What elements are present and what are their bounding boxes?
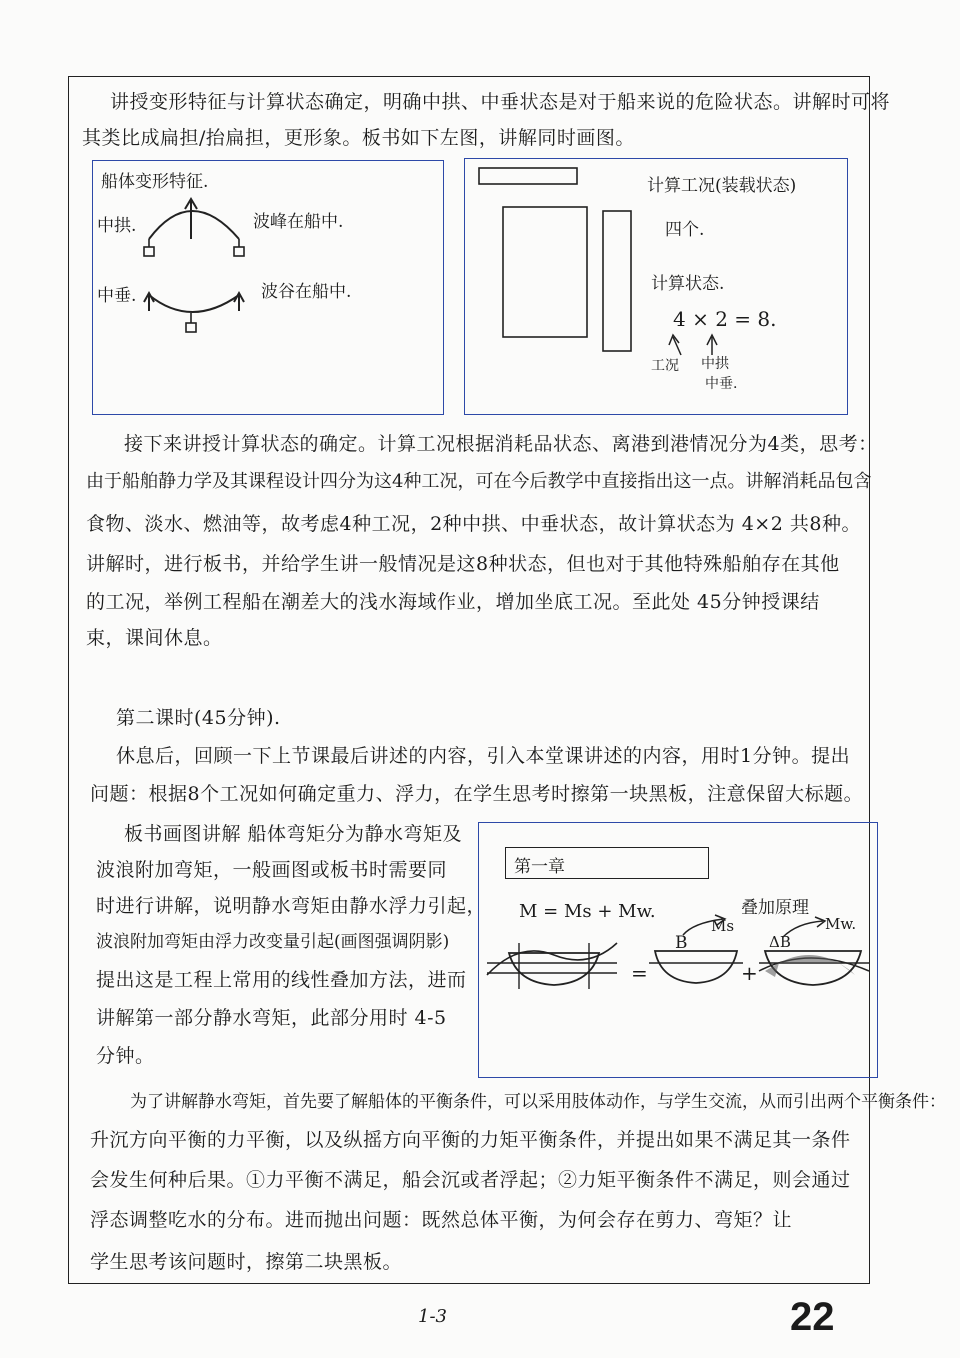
sagging-note: 波谷在船中. — [261, 282, 352, 302]
label-b: B — [675, 933, 688, 953]
para4-line-2: 升沉方向平衡的力平衡，以及纵摇方向平衡的力矩平衡条件，并提出如果不满足其一条件 — [90, 1129, 851, 1151]
arrow-label-sagging: 中垂. — [705, 376, 738, 392]
para2-line-3: 食物、淡水、燃油等，故考虑4种工况，2种中拱、中垂状态，故计算状态为 4×2 共8种。 — [86, 513, 861, 535]
para2-line-4: 讲解时，进行板书，并给学生讲一般情况是这8种状态，但也对于其他特殊船舶存在其他 — [86, 553, 840, 575]
diagram-calc-state — [464, 158, 848, 415]
para4-line-1: 为了讲解静水弯矩，首先要了解船体的平衡条件，可以采用肢体动作，与学生交流，从而引出两个平衡条件： — [130, 1092, 946, 1112]
calc-condition-title: 计算工况(装载状态) — [647, 176, 797, 196]
para4-line-3: 会发生何种后果。①力平衡不满足，船会沉或者浮起；②力矩平衡条件不满足，则会通过 — [90, 1169, 851, 1191]
bending-moment-sketch — [479, 823, 879, 1079]
para3-line-3: 时进行讲解，说明静水弯矩由静水浮力引起， — [96, 895, 487, 917]
arrow-label-condition: 工况 — [651, 358, 679, 374]
para4-line-5: 学生思考该问题时，擦第二块黑板。 — [90, 1251, 403, 1273]
calc-formula: 4 × 2 = 8. — [673, 307, 777, 331]
page-number: 22 — [790, 1295, 835, 1339]
diagram-deformation — [92, 160, 444, 415]
para2-line-6: 束，课间休息。 — [86, 627, 223, 649]
superposition-label: 叠加原理 — [741, 898, 809, 918]
section2-heading: 第二课时(45分钟). — [116, 707, 281, 729]
label-ms: Ms — [711, 917, 735, 935]
moment-equation: M = Ms + Mw. — [519, 901, 656, 922]
para2-line-1: 接下来讲授计算状态的确定。计算工况根据消耗品状态、离港到港情况分为4类，思考： — [124, 433, 878, 455]
deformation-title: 船体变形特征. — [101, 172, 209, 192]
sagging-label: 中垂. — [97, 286, 137, 306]
calc-condition-count: 四个. — [665, 220, 705, 240]
intro-line-1: 讲授变形特征与计算状态确定，明确中拱、中垂状态是对于船来说的危险状态。讲解时可将 — [110, 91, 891, 113]
intro-line-2: 其类比成扁担/抬扁担，更形象。板书如下左图，讲解同时画图。 — [82, 127, 635, 149]
hogging-label: 中拱. — [97, 216, 137, 236]
label-delta-b: ΔB — [769, 933, 791, 951]
hogging-note: 波峰在船中. — [253, 212, 344, 232]
para3-line-1: 板书画图讲解 船体弯矩分为静水弯矩及 — [124, 823, 463, 845]
para4-line-4: 浮态调整吃水的分布。进而抛出问题：既然总体平衡，为何会存在剪力、弯矩？让 — [90, 1209, 793, 1231]
section2-line-2: 问题：根据8个工况如何确定重力、浮力，在学生思考时擦第一块黑板，注意保留大标题。 — [90, 783, 864, 805]
para3-line-6: 讲解第一部分静水弯矩，此部分用时 4-5 — [96, 1007, 447, 1029]
para3-line-2: 波浪附加弯矩，一般画图或板书时需要同 — [96, 859, 448, 881]
para3-line-5: 提出这是工程上常用的线性叠加方法，进而 — [96, 969, 467, 991]
arrow-label-hogging: 中拱 — [701, 356, 729, 372]
hogging-sketch — [93, 161, 445, 416]
para2-line-5: 的工况，举例工程船在潮差大的浅水海域作业，增加坐底工况。至此处 45分钟授课结 — [86, 591, 820, 613]
para2-line-2: 由于船舶静力学及其课程设计四分为这4种工况，可在今后教学中直接指出这一点。讲解消耗品包含 — [86, 471, 872, 492]
para3-line-7: 分钟。 — [96, 1045, 155, 1067]
label-mw: Mw. — [825, 915, 857, 933]
page-reference: 1-3 — [418, 1306, 447, 1327]
plus-sign: + — [741, 961, 758, 985]
calc-state-title: 计算状态. — [651, 274, 725, 294]
equals-sign: = — [631, 961, 648, 985]
diagram-bending-moment — [478, 822, 878, 1078]
para3-line-4: 波浪附加弯矩由浮力改变量引起(画图强调阴影) — [96, 932, 450, 952]
section2-line-1: 休息后，回顾一下上节课最后讲述的内容，引入本堂课讲述的内容，用时1分钟。提出 — [116, 745, 851, 767]
chapter-title: 第一章 — [514, 857, 565, 877]
